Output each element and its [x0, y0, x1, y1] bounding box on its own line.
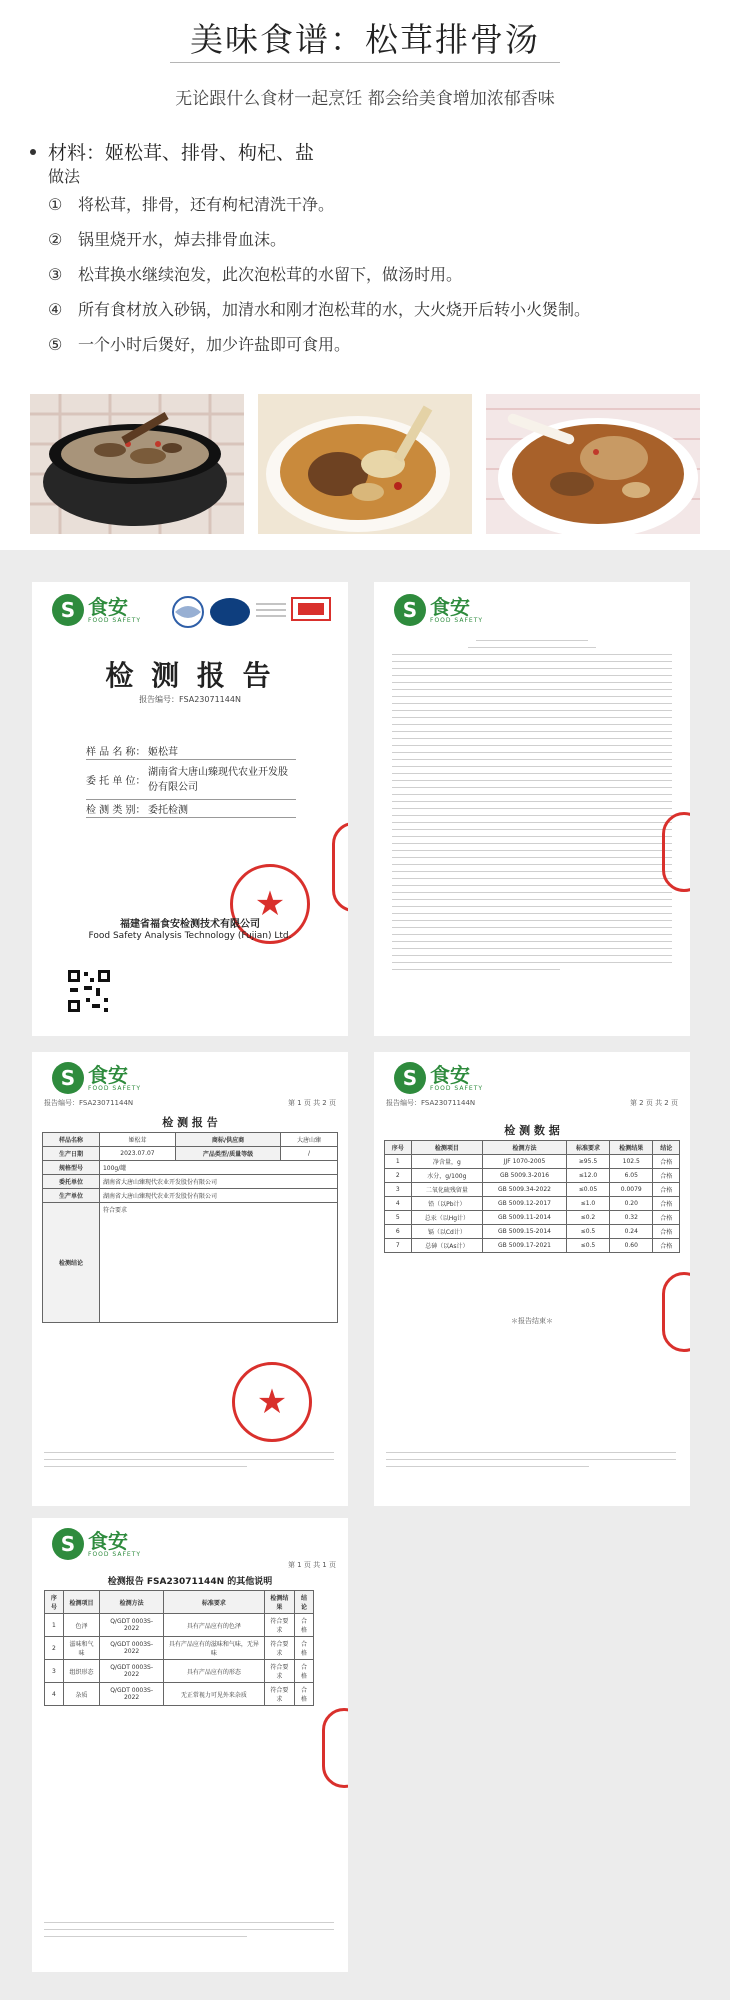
cell: 合格 [653, 1155, 680, 1169]
cell: 合格 [295, 1614, 314, 1637]
cell: 符合要求 [264, 1614, 294, 1637]
logo-cn: 食安 [88, 594, 128, 619]
table-row [385, 1155, 680, 1169]
step-text: 一个小时后煲好，加少许盐即可食用。 [78, 335, 351, 354]
page-title: 检 测 数 据 [504, 1124, 560, 1137]
edge-seal [332, 822, 348, 912]
cell: 样品名称 [43, 1133, 100, 1147]
step-4 [48, 297, 590, 320]
cell: 湖南省大唐山臻现代农业开发股份有限公司 [99, 1175, 337, 1189]
cell: 100g/罐 [99, 1161, 337, 1175]
ingredients: 材料：姬松茸、排骨、枸杞、盐 [48, 142, 315, 164]
food-safety-logo [52, 1062, 141, 1094]
table-row [385, 1197, 680, 1211]
cell: ≤0.05 [566, 1183, 609, 1197]
edge-seal [662, 812, 690, 892]
cell: 0.0079 [610, 1183, 653, 1197]
cell: 产品类型/质量等级 [175, 1147, 280, 1161]
header-cell: 序号 [45, 1591, 64, 1614]
cell: 合格 [653, 1183, 680, 1197]
logo-s-icon: S [394, 594, 426, 626]
cell: GB 5009.15-2014 [483, 1225, 567, 1239]
step-number: ④ [48, 300, 63, 319]
step-number: ③ [48, 265, 63, 284]
soup-photo-bowl [258, 394, 472, 534]
field-value: 委托检测 [148, 805, 188, 816]
footer-lines [44, 1922, 334, 1943]
recipe-subtitle: 无论跟什么食材一起烹饪 都会给美食增加浓郁香味 [175, 89, 555, 109]
cell: GB 5009.11-2014 [483, 1211, 567, 1225]
edge-seal [322, 1708, 348, 1788]
cell: 水分，g/100g [411, 1169, 483, 1183]
step-number: ② [48, 230, 63, 249]
logo-s-icon: S [52, 1528, 84, 1560]
cell: 镉（以Cd计） [411, 1225, 483, 1239]
cell: 总汞（以Hg计） [411, 1211, 483, 1225]
header-cell: 检测结果 [264, 1591, 294, 1614]
method-label: 做法 [48, 167, 81, 186]
logo-s-icon: S [394, 1062, 426, 1094]
cell: 合格 [295, 1637, 314, 1660]
header-cell: 序号 [385, 1141, 412, 1155]
org-name-en: Food Safety Analysis Technology (Fujian) Ltd. [88, 931, 292, 941]
cell: ≤0.5 [566, 1239, 609, 1253]
cell: 具有产品应有的形态 [164, 1660, 265, 1683]
cell: JJF 1070-2005 [483, 1155, 567, 1169]
qr-code-icon [66, 968, 112, 1014]
header-cell: 检测项目 [63, 1591, 99, 1614]
cell: 4 [385, 1197, 412, 1211]
cell: 0.24 [610, 1225, 653, 1239]
cell: 检测结论 [43, 1203, 100, 1323]
cell: 合格 [653, 1169, 680, 1183]
cell: 商标/供应商 [175, 1133, 280, 1147]
report-end: ＊报告结束＊ [511, 1317, 553, 1325]
cell: ≥95.5 [566, 1155, 609, 1169]
cell: 合格 [653, 1211, 680, 1225]
cell: 湖南省大唐山臻现代农业开发股份有限公司 [99, 1189, 337, 1203]
field-value: 湖南省大唐山臻现代农业开发股份有限公司 [148, 766, 288, 793]
cell: 具有产品应有的滋味和气味，无异味 [164, 1637, 265, 1660]
footer-lines [386, 1452, 676, 1473]
header-cell: 结论 [653, 1141, 680, 1155]
food-safety-logo [52, 1528, 141, 1560]
cell: GB 5009.3-2016 [483, 1169, 567, 1183]
cell: 5 [385, 1211, 412, 1225]
report-notice-page [374, 582, 690, 1036]
cell: 1 [45, 1614, 64, 1637]
food-safety-logo [52, 594, 141, 626]
cell: 姬松茸 [99, 1133, 175, 1147]
step-text: 松茸换水继续泡发，此次泡松茸的水留下，做汤时用。 [78, 265, 463, 284]
cell: 0.32 [610, 1211, 653, 1225]
cell: 7 [385, 1239, 412, 1253]
header-cell: 标准要求 [566, 1141, 609, 1155]
report-no: 报告编号：FSA23071144N [386, 1099, 476, 1107]
cell: 2 [385, 1169, 412, 1183]
header-cell: 检测结果 [610, 1141, 653, 1155]
cell: 合格 [653, 1197, 680, 1211]
sensory-table [44, 1590, 314, 1706]
cell: 无正常视力可见外来杂质 [164, 1683, 265, 1706]
cell: 色泽 [63, 1614, 99, 1637]
field-value: 姬松茸 [148, 747, 178, 758]
page-number: 第 1 页 共 2 页 [287, 1099, 336, 1107]
header-cell: 检测项目 [411, 1141, 483, 1155]
cell: 总砷（以As计） [411, 1239, 483, 1253]
page-number: 第 2 页 共 2 页 [629, 1099, 678, 1107]
food-safety-logo [394, 1062, 483, 1094]
seal-star-icon: ★ [256, 1382, 288, 1422]
cell: / [281, 1147, 338, 1161]
cell: 二氧化硫残留量 [411, 1183, 483, 1197]
cell: 合格 [653, 1225, 680, 1239]
report-page-1 [32, 1052, 348, 1506]
cell: 大唐山臻 [281, 1133, 338, 1147]
table-row [385, 1211, 680, 1225]
recipe-title: 美味食谱：松茸排骨汤 [190, 20, 540, 59]
org-name-cn: 福建省福食安检测技术有限公司 [120, 919, 260, 930]
cell: Q/GDT 0003S-2022 [100, 1614, 164, 1637]
accreditation-icons [172, 594, 332, 634]
table-row [385, 1169, 680, 1183]
cell: 3 [45, 1660, 64, 1683]
logo-en: FOOD SAFETY [430, 1084, 484, 1092]
report-no: 报告编号：FSA23071144N [44, 1099, 134, 1107]
cell: 2023.07.07 [99, 1147, 175, 1161]
step-text: 所有食材放入砂锅，加清水和刚才泡松茸的水，大火烧开后转小火煲制。 [78, 300, 591, 319]
cell: ≤0.2 [566, 1211, 609, 1225]
cell: 符合要求 [99, 1203, 337, 1323]
cell: 铅（以Pb计） [411, 1197, 483, 1211]
step-text: 锅里烧开水，焯去排骨血沫。 [78, 230, 287, 249]
cell: 6 [385, 1225, 412, 1239]
cell: 净含量，g [411, 1155, 483, 1169]
cell: GB 5009.17-2021 [483, 1239, 567, 1253]
step-number: ⑤ [48, 335, 63, 354]
step-number: ① [48, 195, 63, 214]
header-cell: 结论 [295, 1591, 314, 1614]
cell: 规格型号 [43, 1161, 100, 1175]
table-row [385, 1183, 680, 1197]
logo-cn: 食安 [88, 1528, 128, 1553]
title-divider [170, 62, 560, 63]
logo-en: FOOD SAFETY [88, 616, 142, 624]
step-text: 将松茸，排骨，还有枸杞清洗干净。 [78, 195, 335, 214]
cell: 3 [385, 1183, 412, 1197]
step-1 [48, 192, 334, 215]
cell: 符合要求 [264, 1683, 294, 1706]
footer-lines [44, 1452, 334, 1473]
bullet-icon [30, 149, 36, 155]
cell: ≤12.0 [566, 1169, 609, 1183]
cell: Q/GDT 0003S-2022 [100, 1660, 164, 1683]
cell: GB 5009.34-2022 [483, 1183, 567, 1197]
table-row [45, 1614, 314, 1637]
food-safety-logo [394, 594, 483, 626]
logo-en: FOOD SAFETY [88, 1084, 142, 1092]
step-5 [48, 332, 350, 355]
cell: 符合要求 [264, 1637, 294, 1660]
cell: 合格 [653, 1239, 680, 1253]
cell: 6.05 [610, 1169, 653, 1183]
cell: ≤1.0 [566, 1197, 609, 1211]
logo-en: FOOD SAFETY [88, 1550, 142, 1558]
cell: 滋味和气味 [63, 1637, 99, 1660]
cell: 生产日期 [43, 1147, 100, 1161]
page-title: 检 测 报 告 [162, 1116, 218, 1129]
recipe-section [0, 0, 730, 550]
page-title: 检测报告 FSA23071144N 的其他说明 [107, 1577, 273, 1587]
cell: 0.60 [610, 1239, 653, 1253]
soup-photo-clay-pot [30, 394, 244, 534]
cell: 生产单位 [43, 1189, 100, 1203]
logo-cn: 食安 [430, 594, 470, 619]
cell: 4 [45, 1683, 64, 1706]
cell: 具有产品应有的色泽 [164, 1614, 265, 1637]
cell: 杂质 [63, 1683, 99, 1706]
report-notes-page [32, 1518, 348, 1972]
cell: 合格 [295, 1683, 314, 1706]
step-3 [48, 262, 462, 285]
logo-en: FOOD SAFETY [430, 616, 484, 624]
cell: 102.5 [610, 1155, 653, 1169]
cell: 合格 [295, 1660, 314, 1683]
field-label: 样 品 名 称： [86, 747, 146, 758]
cell: 符合要求 [264, 1660, 294, 1683]
table-row [385, 1225, 680, 1239]
table-row [45, 1660, 314, 1683]
seal-star-icon: ★ [254, 884, 286, 924]
cover-fields [86, 742, 296, 818]
cell: 1 [385, 1155, 412, 1169]
field-label: 委 托 单 位： [86, 776, 146, 787]
cover-title: 检 测 报 告 [105, 659, 275, 692]
notice-text-lines [392, 640, 672, 976]
cell: 组织形态 [63, 1660, 99, 1683]
cover-report-no: 报告编号：FSA23071144N [139, 695, 241, 704]
logo-cn: 食安 [88, 1062, 128, 1087]
table-row [45, 1683, 314, 1706]
page-number: 第 1 页 共 1 页 [287, 1561, 336, 1569]
report-page-2 [374, 1052, 690, 1506]
header-cell: 检测方法 [100, 1591, 164, 1614]
table-row [45, 1637, 314, 1660]
logo-cn: 食安 [430, 1062, 470, 1087]
edge-seal [662, 1272, 690, 1352]
cell: 0.20 [610, 1197, 653, 1211]
test-data-table [384, 1140, 680, 1253]
sample-info-table [42, 1132, 338, 1323]
cell: Q/GDT 0003S-2022 [100, 1637, 164, 1660]
step-2 [48, 227, 286, 250]
cell: GB 5009.12-2017 [483, 1197, 567, 1211]
logo-s-icon: S [52, 1062, 84, 1094]
report-cover-page [32, 582, 348, 1036]
soup-photo-spoon [486, 394, 700, 534]
cell: Q/GDT 0003S-2022 [100, 1683, 164, 1706]
logo-s-icon: S [52, 594, 84, 626]
cell: 委托单位 [43, 1175, 100, 1189]
header-cell: 检测方法 [483, 1141, 567, 1155]
table-row [385, 1239, 680, 1253]
field-label: 检 测 类 别： [86, 805, 146, 816]
header-cell: 标准要求 [164, 1591, 265, 1614]
cell: ≤0.5 [566, 1225, 609, 1239]
cell: 2 [45, 1637, 64, 1660]
